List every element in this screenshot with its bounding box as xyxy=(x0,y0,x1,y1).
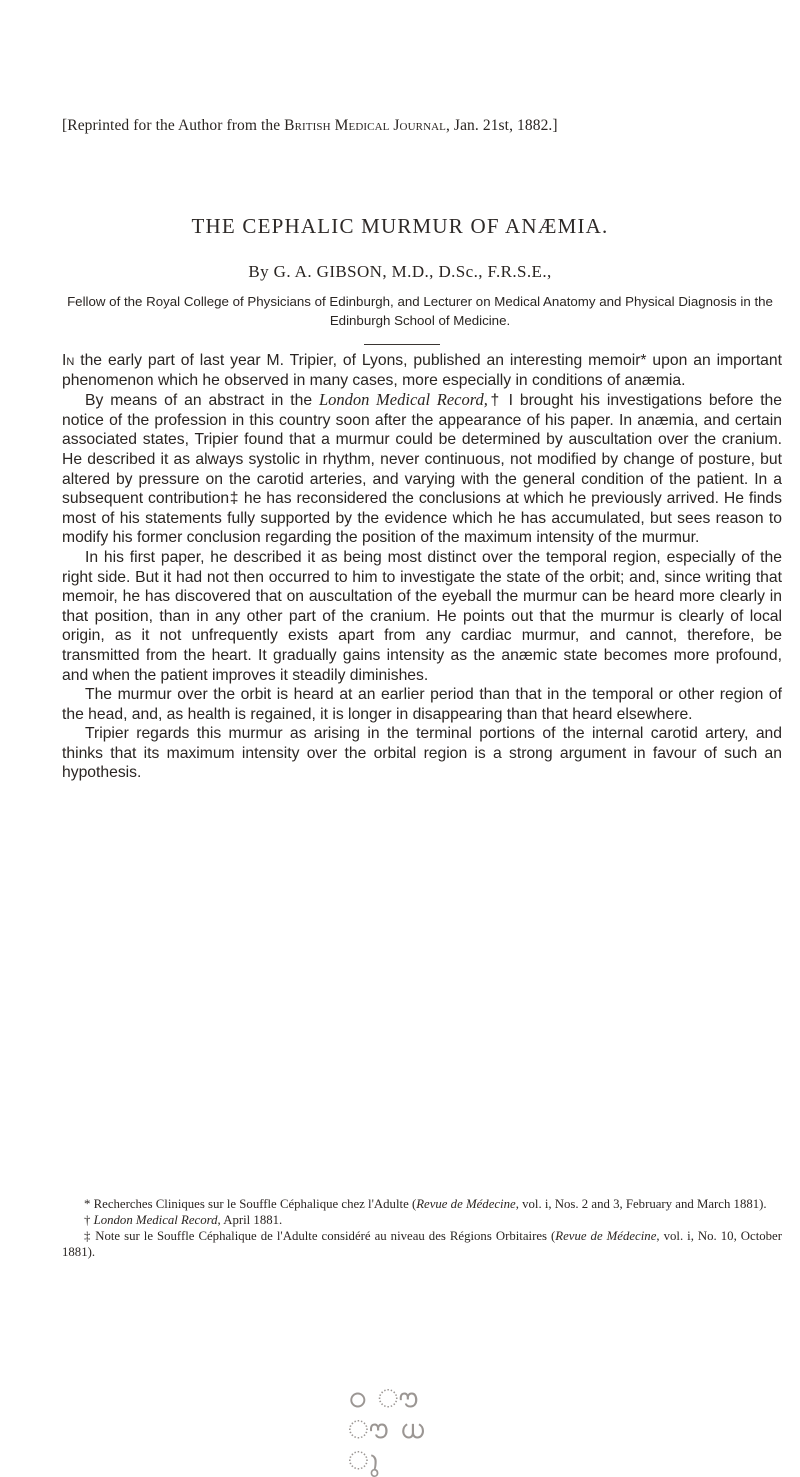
paragraph-dropcap: In xyxy=(62,352,75,369)
footnote-1-journal: Revue de Médecine xyxy=(416,1197,516,1211)
section-divider xyxy=(364,344,440,345)
header-journal: British Medical Journal xyxy=(284,117,446,134)
paragraph-2-text-a: By means of an abstract in the xyxy=(85,392,319,410)
footnotes xyxy=(62,1196,782,1260)
footnote-1-text-a: * Recherches Cliniques sur le Souffle Céphalique chez l'Adulte ( xyxy=(84,1197,417,1211)
paragraph-2-text-b: † I brought his investigations before the notice of the profession in this country soon after the appearance of his paper. In anæmia, and certain associated states, Tripier found that a murmur could be determined by auscultation over the cranium. He described it as always systolic in rhythm, never continuous, not modified by change of posture, but altered by pressure on the carotid arteries, and varying with the general condition of the patient. In a subsequent contribution‡ he has reconsidered the conclusions at which he previously arrived. He finds most of his statements fully supported by the evidence which he has accumulated, but sees reason to modify his former conclusion regarding the position of the maximum intensity of the murmur. xyxy=(62,392,782,547)
author-byline: By G. A. GIBSON, M.D., D.Sc., F.R.S.E., xyxy=(248,262,552,281)
header-prefix: [Reprinted for the Author from the xyxy=(62,117,285,134)
footnote-2-text-b: , April 1881. xyxy=(217,1213,283,1227)
footnote-3-text-b: , vol. i, No. 10, October 1881). xyxy=(62,1229,782,1259)
library-stamp: ഠ ൗ ൗ ധ ു xyxy=(348,1384,427,1476)
footnote-1 xyxy=(62,1196,782,1212)
footnote-3-text-a: ‡ Note sur le Souffle Céphalique de l'Adulte considéré au niveau des Régions Orbitaires ( xyxy=(84,1229,556,1243)
footnote-2-marker: † xyxy=(84,1213,94,1227)
footnote-1-text-b: , vol. i, Nos. 2 and 3, February and March 1881). xyxy=(515,1197,767,1211)
footnote-3-journal: Revue de Médecine xyxy=(555,1229,657,1243)
reprint-header xyxy=(62,117,782,135)
paragraph-2-journal: London Medical Record, xyxy=(318,390,488,410)
footnote-2-journal: London Medical Record xyxy=(93,1213,218,1227)
paragraph-4: The murmur over the orbit is heard at an earlier period than that in the temporal or other region of the head, and, as health is regained, it is longer in disappearing than that heard elsewhere. xyxy=(62,686,782,723)
article-body xyxy=(62,351,782,783)
paragraph-5: Tripier regards this murmur as arising in the terminal portions of the internal carotid artery, and thinks that its maximum intensity over the orbital region is a strong argument in favour of such an hypothesis. xyxy=(62,725,782,782)
paragraph-1 xyxy=(62,351,782,390)
header-suffix: , Jan. 21st, 1882.] xyxy=(445,117,558,134)
author-affiliation: Fellow of the Royal College of Physicians of Edinburgh, and Lecturer on Medical Anatomy and Physical Diagnosis in the Edinburgh School of Medicine. xyxy=(67,294,773,328)
paragraph-2 xyxy=(62,390,782,548)
footnote-2 xyxy=(62,1212,782,1228)
paragraph-3: In his first paper, he described it as being most distinct over the temporal region, especially of the right side. But it had not then occurred to him to investigate the state of the orbit; and, since writing that memoir, he has discovered that on auscultation of the eyeball the murmur can be heard more clearly in that position, than in any other part of the cranium. He points out that the murmur is clearly of local origin, as it not unfrequently exists apart from any cardiac murmur, and cannot, therefore, be transmitted from the heart. It gradually gains intensity as the anæmic state becomes more profound, and when the patient improves it steadily diminishes. xyxy=(62,548,782,684)
paragraph-1-text: the early part of last year M. Tripier, of Lyons, published an interesting memoir* upon an important phenomenon which he observed in many cases, more especially in conditions of anæmia. xyxy=(62,352,782,389)
article-title: THE CEPHALIC MURMUR OF ANÆMIA. xyxy=(191,214,609,238)
footnote-3 xyxy=(62,1228,782,1260)
